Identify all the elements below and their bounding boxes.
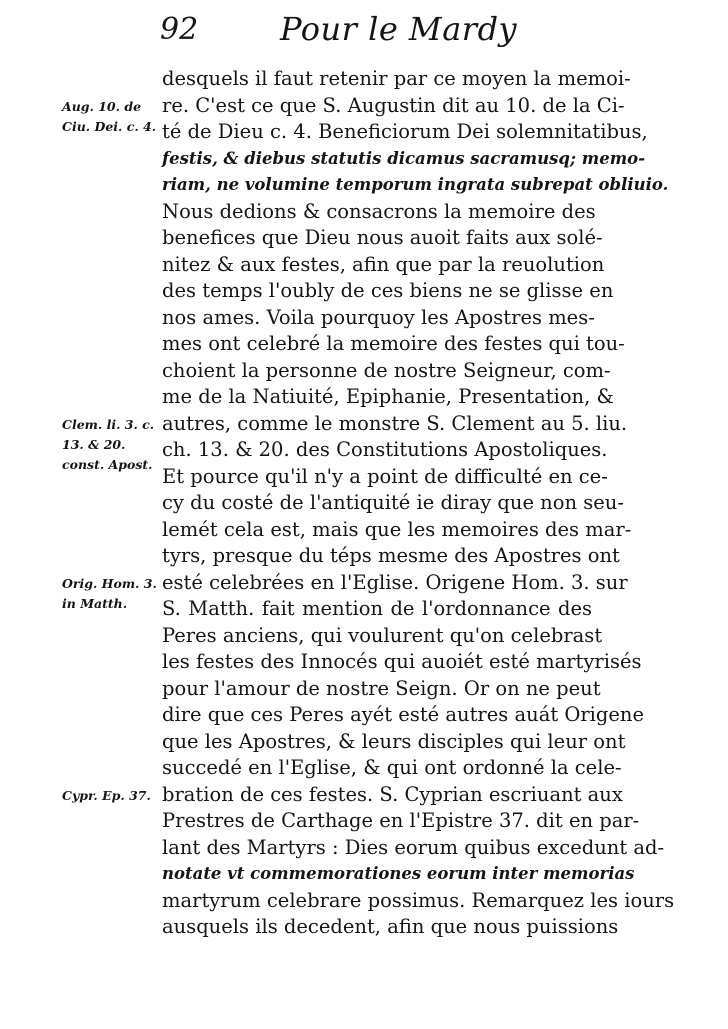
margin-note-line: Orig. Hom. 3. (62, 575, 157, 591)
running-title: Pour le Mardy (280, 10, 518, 48)
text-line: Nous dedions & consacrons la memoire des (162, 199, 596, 223)
margin-note (62, 574, 162, 614)
text-line: cy du costé de l'antiquité ie diray que non seu- (162, 491, 624, 514)
margin-note-line: Ciu. Dei. c. 4. (62, 118, 157, 134)
text-line: mes ont celebré la memoire des festes qui tou- (162, 332, 625, 355)
text-line: riam, ne volumine temporum ingrata subrepat obliuio. (162, 175, 669, 194)
text-line: martyrum celebrare possimus. Remarquez les iours (162, 888, 675, 912)
text-line: me de la Natiuité, Epiphanie, Presentation, & (162, 385, 614, 408)
margin-note-line: Clem. li. 3. c. (62, 416, 155, 432)
text-line: lemét cela est, mais que les memoires des mar- (162, 517, 632, 541)
text-line: benefices que Dieu nous auoit faits aux solé- (162, 226, 603, 249)
margin-note-line: in Matth. (62, 595, 128, 611)
margin-note (62, 415, 162, 475)
text-line: des temps l'oubly de ces biens ne se glisse en (162, 279, 614, 302)
text-line: que les Apostres, & leurs disciples qui leur ont (162, 729, 626, 753)
text-line: festis, & diebus statutis dicamus sacramusq; memo- (162, 148, 646, 168)
text-line: desquels il faut retenir par ce moyen la memoi- (162, 67, 631, 90)
text-line: nos ames. Voila pourquoy les Apostres mes- (162, 305, 595, 329)
page-header (160, 10, 580, 56)
margin-note (62, 97, 162, 137)
text-line: té de Dieu c. 4. Beneficiorum Dei solemnitatibus, (162, 120, 648, 143)
margin-note (62, 786, 162, 806)
text-line: pour l'amour de nostre Seign. Or on ne peut (162, 676, 601, 700)
margin-note-line: const. Apost. (62, 456, 153, 472)
text-line: lant des Martyrs : Dies eorum quibus excedunt ad- (162, 835, 665, 859)
text-line: succedé en l'Eglise, & qui ont ordonné la cele- (162, 756, 622, 779)
text-line: nitez & aux festes, afin que par la reuolution (162, 252, 605, 276)
text-line: Prestres de Carthage en l'Epistre 37. dit en par- (162, 809, 640, 832)
text-line: les festes des Innocés qui auoiét esté martyrisés (162, 650, 642, 673)
page-number: 92 (160, 12, 199, 47)
text-line: re. C'est ce que S. Augustin dit au 10. de la Ci- (162, 93, 625, 117)
text-line: S. Matth. fait mention de l'ordonnance des (162, 597, 592, 620)
text-line: ausquels ils decedent, afin que nous puissions (162, 915, 619, 938)
margin-note-line: Aug. 10. de (62, 98, 142, 114)
text-line: autres, comme le monstre S. Clement au 5. liu. (162, 411, 628, 435)
text-line: Et pource qu'il n'y a point de difficulté en ce- (162, 464, 608, 488)
margin-note-line: 13. & 20. (62, 436, 126, 452)
text-line: ch. 13. & 20. des Constitutions Apostoliques. (162, 438, 608, 461)
margin-note-line: Cypr. Ep. 37. (62, 787, 151, 803)
text-line: dire que ces Peres ayét esté autres auát Origene (162, 703, 645, 726)
text-line: bration de ces festes. S. Cyprian escriuant aux (162, 782, 623, 806)
text-line: notate vt commemorationes eorum inter memorias (162, 864, 635, 883)
text-line: choient la personne de nostre Seigneur, com- (162, 358, 611, 382)
text-line: Peres anciens, qui voulurent qu'on celebrast (162, 623, 603, 647)
text-line: tyrs, presque du téps mesme des Apostres ont (162, 544, 620, 567)
text-line: esté celebrées en l'Eglise. Origene Hom. 3. sur (162, 570, 628, 594)
body-text (162, 66, 675, 941)
